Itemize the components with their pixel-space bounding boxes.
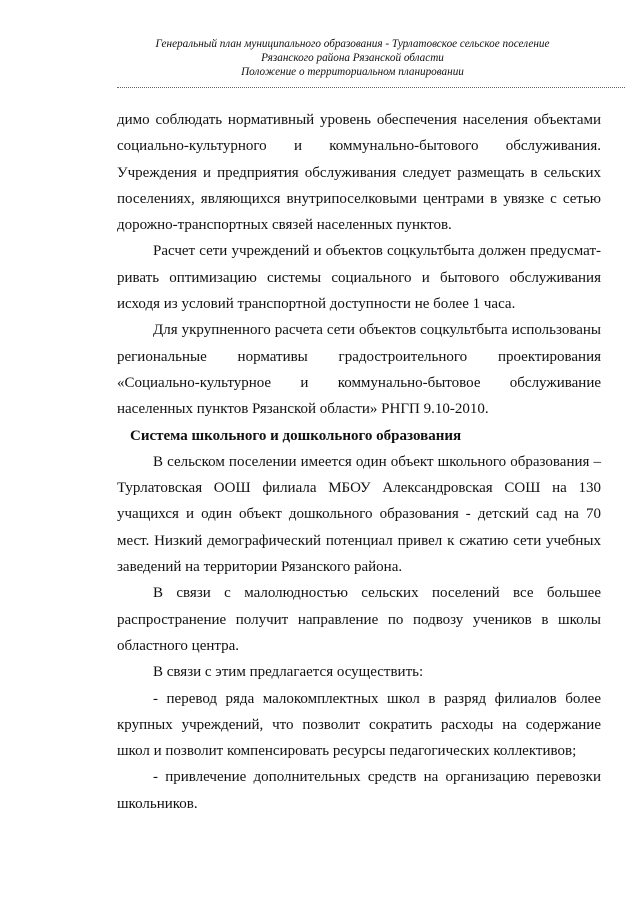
list-item-1: - перевод ряда малокомплектных школ в разряд филиалов более крупных учреждений, что позволит сократить расходы на содержание школ и позволит компенсировать ресурсы педагогических коллективов;	[117, 690, 601, 760]
header-divider	[117, 87, 625, 88]
paragraph-3: Для укрупненного расчета сети объектов соцкультбыта использованы региональные нормативы градостроительного проектирования «Социально-культурное и коммунально-бытовое обслуживание населенных пунктов Рязанской области» РНГП 9.10-2010.	[117, 322, 601, 418]
section-heading: Система школьного и дошкольного образования	[130, 427, 462, 444]
paragraph-2: Расчет сети учреждений и объектов соцкультбыта должен предусмат-ривать оптимизацию системы социального и бытового обслуживания исходя из условий транспортной доступности не более 1 часа.	[117, 243, 601, 313]
paragraph-4: В сельском поселении имеется один объект школьного образования – Турлатовская ООШ филиала МБОУ Александровская СОШ на 130 учащихся и один объект дошкольного образования - детский сад на 70 мест. Низкий демографический потенциал привел к сжатию сети учебных заведений на территории Рязанского района.	[117, 453, 601, 576]
document-body	[117, 107, 601, 817]
paragraph-5: В связи с малолюдностью сельских поселений все большее распространение получит направление по подвозу учеников в школы областного центра.	[117, 585, 601, 654]
list-item-2: - привлечение дополнительных средств на организацию перевозки школьников.	[117, 769, 601, 812]
header-line-3: Положение о территориальном планировании	[241, 66, 464, 78]
paragraph-6: В связи с этим предлагается осуществить:	[153, 664, 424, 681]
page-header	[80, 37, 625, 79]
header-line-1: Генеральный план муниципального образования - Турлатовское сельское поселение	[155, 38, 550, 50]
header-line-2: Рязанского района Рязанской области	[261, 52, 444, 64]
paragraph-1: димо соблюдать нормативный уровень обеспечения населения объектами социально-культурного и коммунально-бытового обслуживания. Учреждения и предприятия обслуживания следует размещать в сельских поселениях, являющихся внутрипоселковыми центрами в увязке с сетью дорожно-транспортных связей населенных пунктов.	[117, 112, 601, 234]
